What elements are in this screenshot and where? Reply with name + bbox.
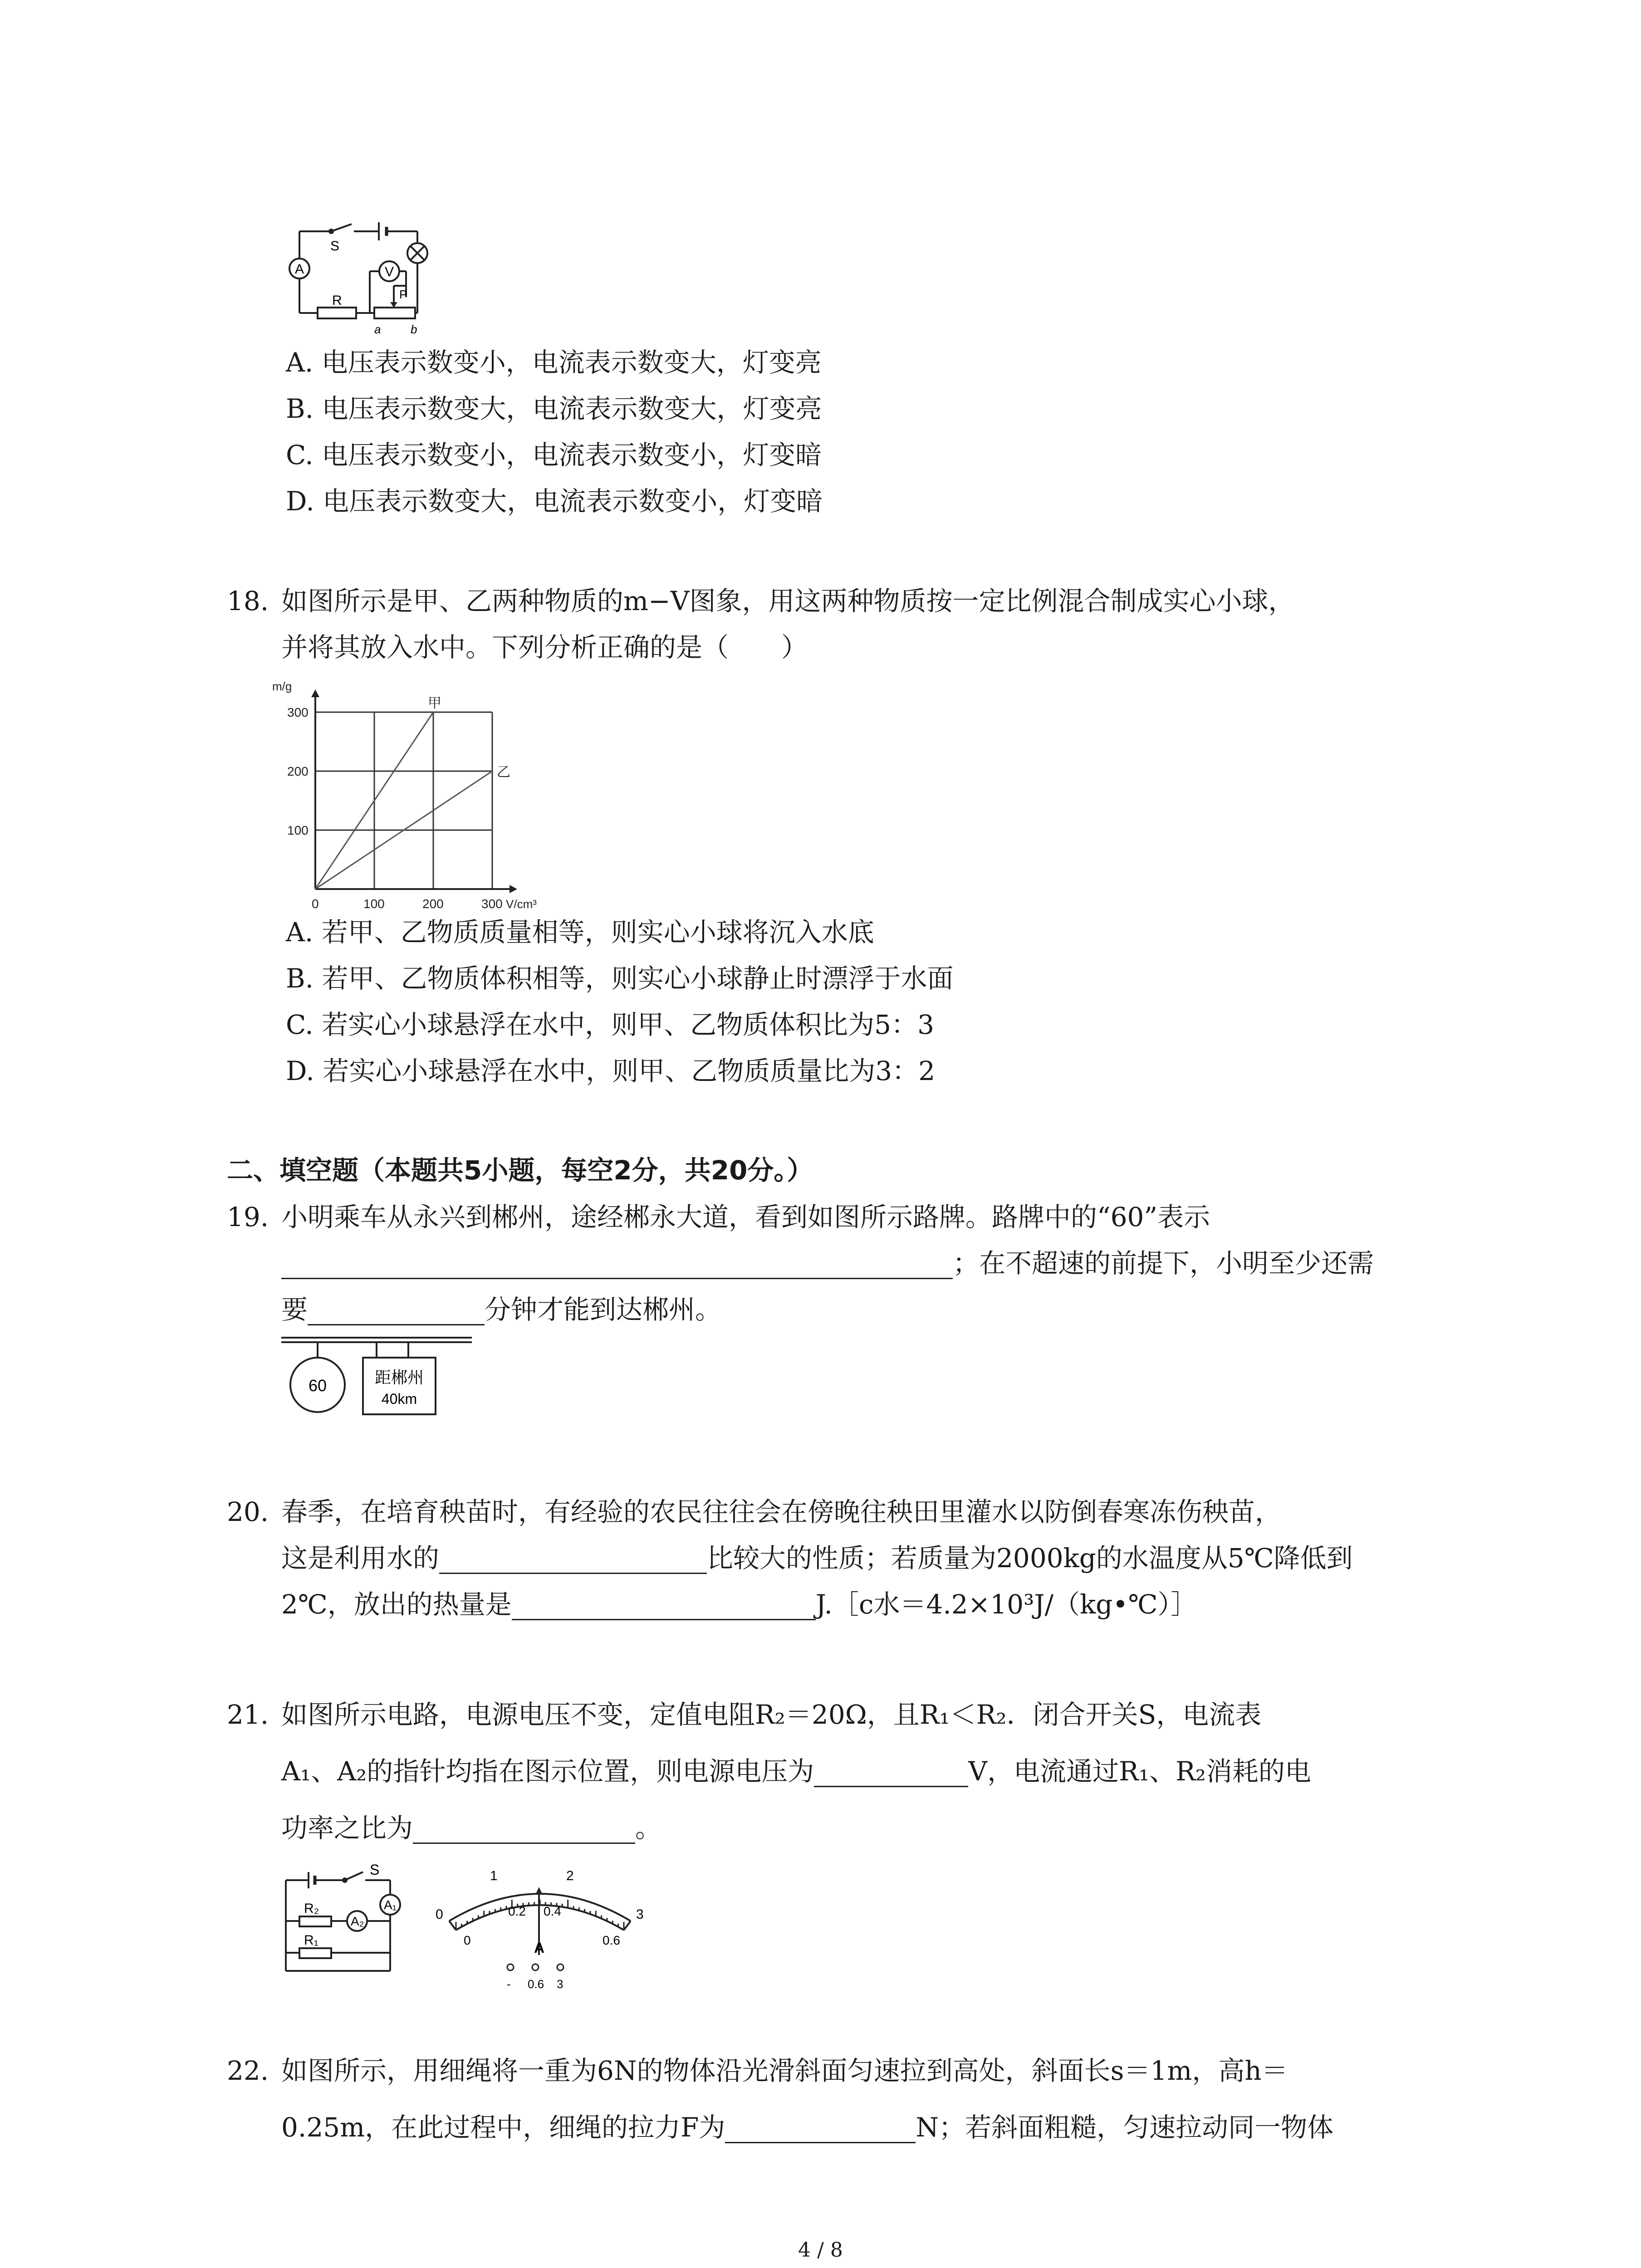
y-axis-arrow xyxy=(311,689,319,697)
q21-r2-label: R₂ xyxy=(304,1901,319,1916)
q19-stem-line3-before: 要 xyxy=(281,1294,308,1325)
q17-terminal-a: a xyxy=(374,323,381,336)
q21-dial-inner-1: 0.2 xyxy=(508,1904,526,1918)
q18-stem-line1: 如图所示是甲、乙两种物质的m−V图象，用这两种物质按一定比例混合制成实心小球， xyxy=(281,586,1295,616)
q21-a1-label: A₁ xyxy=(384,1898,397,1912)
q17-ammeter-label: A xyxy=(295,262,304,277)
y-axis-label: m/g xyxy=(272,679,292,693)
q17-terminal-b: b xyxy=(411,323,417,336)
q21-stem-line2-after: V，电流通过R₁、R₂消耗的电 xyxy=(968,1756,1312,1787)
q20-blank-2[interactable] xyxy=(512,1592,816,1620)
q21-switch-label: S xyxy=(370,1862,380,1878)
q17-option-b[interactable]: B. 电压表示数变大，电流表示数变大，灯变亮 xyxy=(286,393,822,424)
q21-circuit-figure xyxy=(277,1862,413,1980)
y-tick-label-1: 200 xyxy=(287,764,309,778)
q21-ammeter-dial-figure xyxy=(422,1862,658,1998)
q21-terminal-negative: - xyxy=(507,1977,511,1991)
q19-road-sign-figure xyxy=(272,1331,481,1445)
q20-number: 20. xyxy=(227,1496,269,1527)
q21-dial-unit: A xyxy=(534,1940,545,1956)
q20-stem-line3-before: 2℃，放出的热量是 xyxy=(281,1589,512,1620)
q21-stem-line3-after: 。 xyxy=(635,1813,662,1843)
q21-dial-outer-0: 0 xyxy=(436,1907,443,1922)
series-label-1: 乙 xyxy=(497,764,510,780)
q21-dial-inner-3: 0.6 xyxy=(603,1933,620,1947)
q22-number: 22. xyxy=(227,2055,269,2086)
q21-blank-1[interactable] xyxy=(814,1759,968,1787)
y-tick-label-0: 100 xyxy=(287,823,309,837)
q18-option-b[interactable]: B. 若甲、乙物质体积相等，则实心小球静止时漂浮于水面 xyxy=(286,963,954,994)
q21-stem-line2-before: A₁、A₂的指针均指在图示位置，则电源电压为 xyxy=(281,1756,814,1787)
q17-option-c[interactable]: C. 电压表示数变小，电流表示数变小，灯变暗 xyxy=(286,440,822,470)
q19-number: 19. xyxy=(227,1202,269,1232)
q20-blank-1[interactable] xyxy=(439,1545,707,1574)
q21-dial-outer-1: 1 xyxy=(490,1868,498,1883)
q21-stem-line3-before: 功率之比为 xyxy=(281,1813,413,1843)
q18-option-c[interactable]: C. 若实心小球悬浮在水中，则甲、乙物质体积比为5：3 xyxy=(286,1009,934,1040)
q21-a2-label: A₂ xyxy=(351,1914,364,1928)
q17-circuit-figure xyxy=(272,218,463,340)
q17-switch-label: S xyxy=(330,239,340,254)
q22-blank-1[interactable] xyxy=(725,2115,916,2143)
q22-stem-line1: 如图所示，用细绳将一重为6N的物体沿光滑斜面匀速拉到高处，斜面长s＝1m，高h＝ xyxy=(281,2055,1288,2086)
q19-stem-line2: ；在不超速的前提下，小明至少还需 xyxy=(953,1248,1374,1279)
x-tick-label-3: 300 xyxy=(481,897,503,911)
section-heading: 二、填空题（本题共5小题，每空2分，共20分。） xyxy=(227,1155,813,1186)
q20-stem-line1: 春季，在培育秧苗时，有经验的农民往往会在傍晚往秧田里灌水以防倒春寒冻伤秧苗， xyxy=(281,1496,1282,1527)
q18-stem-line2: 并将其放入水中。下列分析正确的是（ ） xyxy=(281,632,808,663)
q20-stem-line3-after: J.［c水＝4.2×10³J/（kg•℃）］ xyxy=(815,1589,1197,1620)
q21-stem-line1: 如图所示电路，电源电压不变，定值电阻R₂＝20Ω，且R₁＜R₂．闭合开关S，电流表 xyxy=(281,1699,1262,1730)
q21-number: 21. xyxy=(227,1699,269,1730)
q22-stem-line2-after: N；若斜面粗糙，匀速拉动同一物体 xyxy=(916,2112,1334,2143)
q20-stem-line2-before: 这是利用水的 xyxy=(281,1543,440,1574)
q21-blank-2[interactable] xyxy=(413,1815,635,1844)
x-tick-label-2: 200 xyxy=(422,897,444,911)
q19-blank-1[interactable] xyxy=(281,1251,953,1279)
q18-option-a[interactable]: A. 若甲、乙物质质量相等，则实心小球将沉入水底 xyxy=(286,917,874,948)
q21-dial-inner-0: 0 xyxy=(464,1933,471,1947)
q19-blank-2[interactable] xyxy=(308,1297,485,1325)
x-tick-label-1: 100 xyxy=(363,897,385,911)
y-tick-label-2: 300 xyxy=(287,705,309,719)
q17-voltmeter-label: V xyxy=(385,264,394,279)
q17-resistor-label: R xyxy=(332,293,342,308)
q17-slider-label: P xyxy=(399,288,407,301)
q22-stem-line2-before: 0.25m，在此过程中，细绳的拉力F为 xyxy=(281,2112,725,2143)
q21-terminal-06: 0.6 xyxy=(528,1977,544,1991)
q21-terminal-3: 3 xyxy=(557,1977,563,1991)
x-axis-arrow xyxy=(509,885,517,893)
q18-mv-chart xyxy=(272,676,563,912)
q17-option-a[interactable]: A. 电压表示数变小，电流表示数变大，灯变亮 xyxy=(286,347,822,378)
q21-dial-outer-3: 3 xyxy=(636,1907,644,1922)
q19-stem-line3-after: 分钟才能到达郴州。 xyxy=(485,1294,722,1325)
x-axis-label: V/cm³ xyxy=(506,897,537,911)
q19-speed-sign-value: 60 xyxy=(308,1376,327,1395)
q21-r1-label: R₁ xyxy=(304,1933,318,1948)
q19-distance-sign-km: 40km xyxy=(381,1391,417,1407)
q19-distance-sign-dest: 距郴州 xyxy=(374,1369,424,1387)
q20-stem-line2-after: 比较大的性质；若质量为2000kg的水温度从5℃降低到 xyxy=(707,1543,1353,1574)
q17-option-d[interactable]: D. 电压表示数变大，电流表示数变小，灯变暗 xyxy=(286,486,823,517)
q18-option-d[interactable]: D. 若实心小球悬浮在水中，则甲、乙物质质量比为3：2 xyxy=(286,1056,936,1086)
q18-number: 18. xyxy=(227,586,269,616)
q19-stem-line1: 小明乘车从永兴到郴州，途经郴永大道，看到如图所示路牌。路牌中的“60”表示 xyxy=(281,1202,1210,1232)
series-label-0: 甲 xyxy=(428,695,441,711)
x-tick-label-0: 0 xyxy=(312,897,319,911)
page-number: 4 / 8 xyxy=(798,2239,843,2262)
q21-dial-inner-2: 0.4 xyxy=(544,1904,561,1918)
q21-dial-outer-2: 2 xyxy=(566,1868,574,1883)
